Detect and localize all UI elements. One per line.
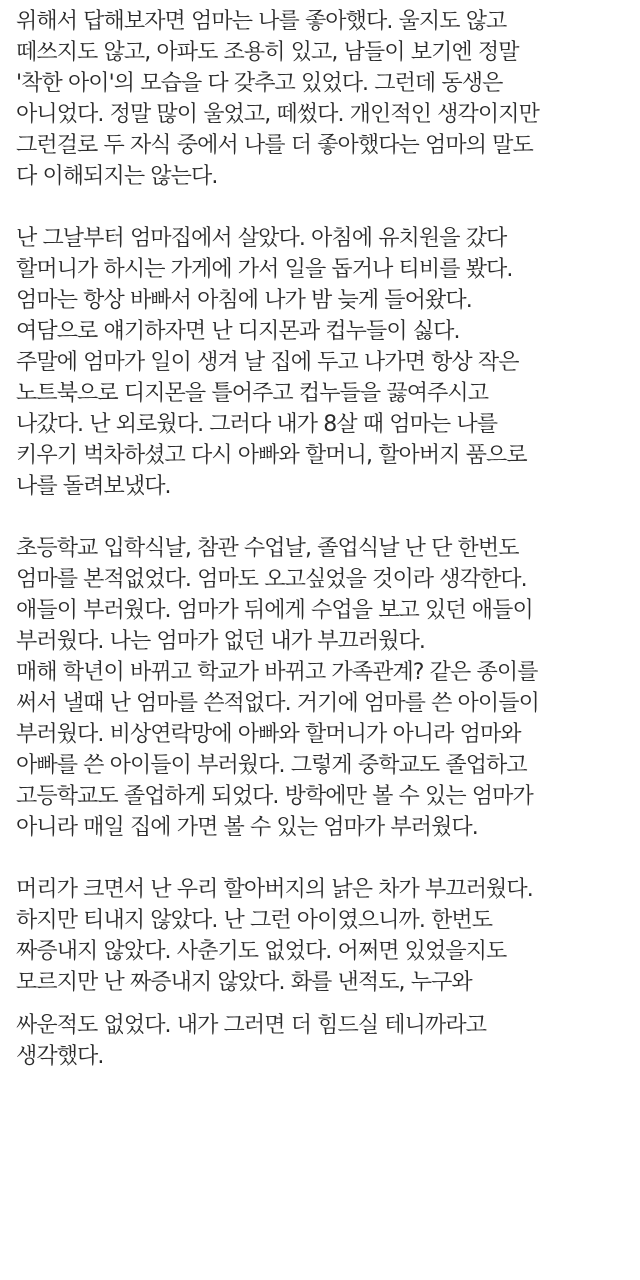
text-line: 애들이 부러웠다. 엄마가 뒤에게 수업을 보고 있던 애들이: [16, 598, 533, 623]
article-body: [16, 6, 631, 1072]
text-line: 다 이해되지는 않는다.: [16, 164, 218, 189]
text-line: 위해서 답해보자면 엄마는 나를 좋아했다. 울지도 않고: [16, 9, 507, 34]
text-line: 노트북으로 디지몬을 틀어주고 컵누들을 끓여주시고: [16, 381, 489, 406]
text-line: 그런걸로 두 자식 중에서 나를 더 좋아했다는 엄마의 말도: [16, 133, 533, 158]
text-line: 초등학교 입학식날, 참관 수업날, 졸업식날 난 단 한번도: [16, 536, 519, 561]
text-line: 짜증내지 않았다. 사춘기도 없었다. 어쩌면 있었을지도: [16, 939, 507, 964]
text-line: 부러웠다. 나는 엄마가 없던 내가 부끄러웠다.: [16, 629, 425, 654]
text-line: '착한 아이'의 모습을 다 갖추고 있었다. 그런데 동생은: [16, 71, 503, 96]
paragraph-1: [16, 6, 631, 192]
text-line: 부러웠다. 비상연락망에 아빠와 할머니가 아니라 엄마와: [16, 722, 521, 747]
paragraph-3: [16, 533, 631, 843]
text-line: 나를 돌려보냈다.: [16, 474, 171, 499]
text-line: 나갔다. 난 외로웠다. 그러다 내가 8살 때 엄마는 나를: [16, 412, 498, 437]
text-line: 떼쓰지도 않고, 아파도 조용히 있고, 남들이 보기엔 정말: [16, 40, 519, 65]
text-line: 하지만 티내지 않았다. 난 그런 아이였으니까. 한번도: [16, 908, 493, 933]
text-line: 머리가 크면서 난 우리 할아버지의 낡은 차가 부끄러웠다.: [16, 877, 533, 902]
text-line: 엄마를 본적없었다. 엄마도 오고싶었을 것이라 생각한다.: [16, 567, 527, 592]
text-line: 난 그날부터 엄마집에서 살았다. 아침에 유치원을 갔다: [16, 226, 507, 251]
text-line: 엄마는 항상 바빠서 아침에 나가 밤 늦게 들어왔다.: [16, 288, 472, 313]
text-line: 여담으로 얘기하자면 난 디지몬과 컵누들이 싫다.: [16, 319, 460, 344]
text-line: 싸운적도 없었다. 내가 그러면 더 힘드실 테니까라고: [16, 1013, 487, 1038]
text-line: 키우기 벅차하셨고 다시 아빠와 할머니, 할아버지 품으로: [16, 443, 527, 468]
paragraph-2: [16, 223, 631, 502]
text-line: 아니었다. 정말 많이 울었고, 떼썼다. 개인적인 생각이지만: [16, 102, 539, 127]
text-line: 아니라 매일 집에 가면 볼 수 있는 엄마가 부러웠다.: [16, 815, 478, 840]
text-line: 써서 낼때 난 엄마를 쓴적없다. 거기에 엄마를 쓴 아이들이: [16, 691, 539, 716]
text-line: 고등학교도 졸업하게 되었다. 방학에만 볼 수 있는 엄마가: [16, 784, 533, 809]
text-line: 매해 학년이 바뀌고 학교가 바뀌고 가족관계? 같은 종이를: [16, 660, 538, 685]
paragraph-4: [16, 874, 631, 1072]
text-line: 생각했다.: [16, 1044, 104, 1069]
text-line: 아빠를 쓴 아이들이 부러웠다. 그렇게 중학교도 졸업하고: [16, 753, 527, 778]
text-line: 할머니가 하시는 가게에 가서 일을 돕거나 티비를 봤다.: [16, 257, 513, 282]
text-line: 모르지만 난 짜증내지 않았다. 화를 낸적도, 누구와: [16, 970, 472, 995]
text-line: 주말에 엄마가 일이 생겨 날 집에 두고 나가면 항상 작은: [16, 350, 519, 375]
